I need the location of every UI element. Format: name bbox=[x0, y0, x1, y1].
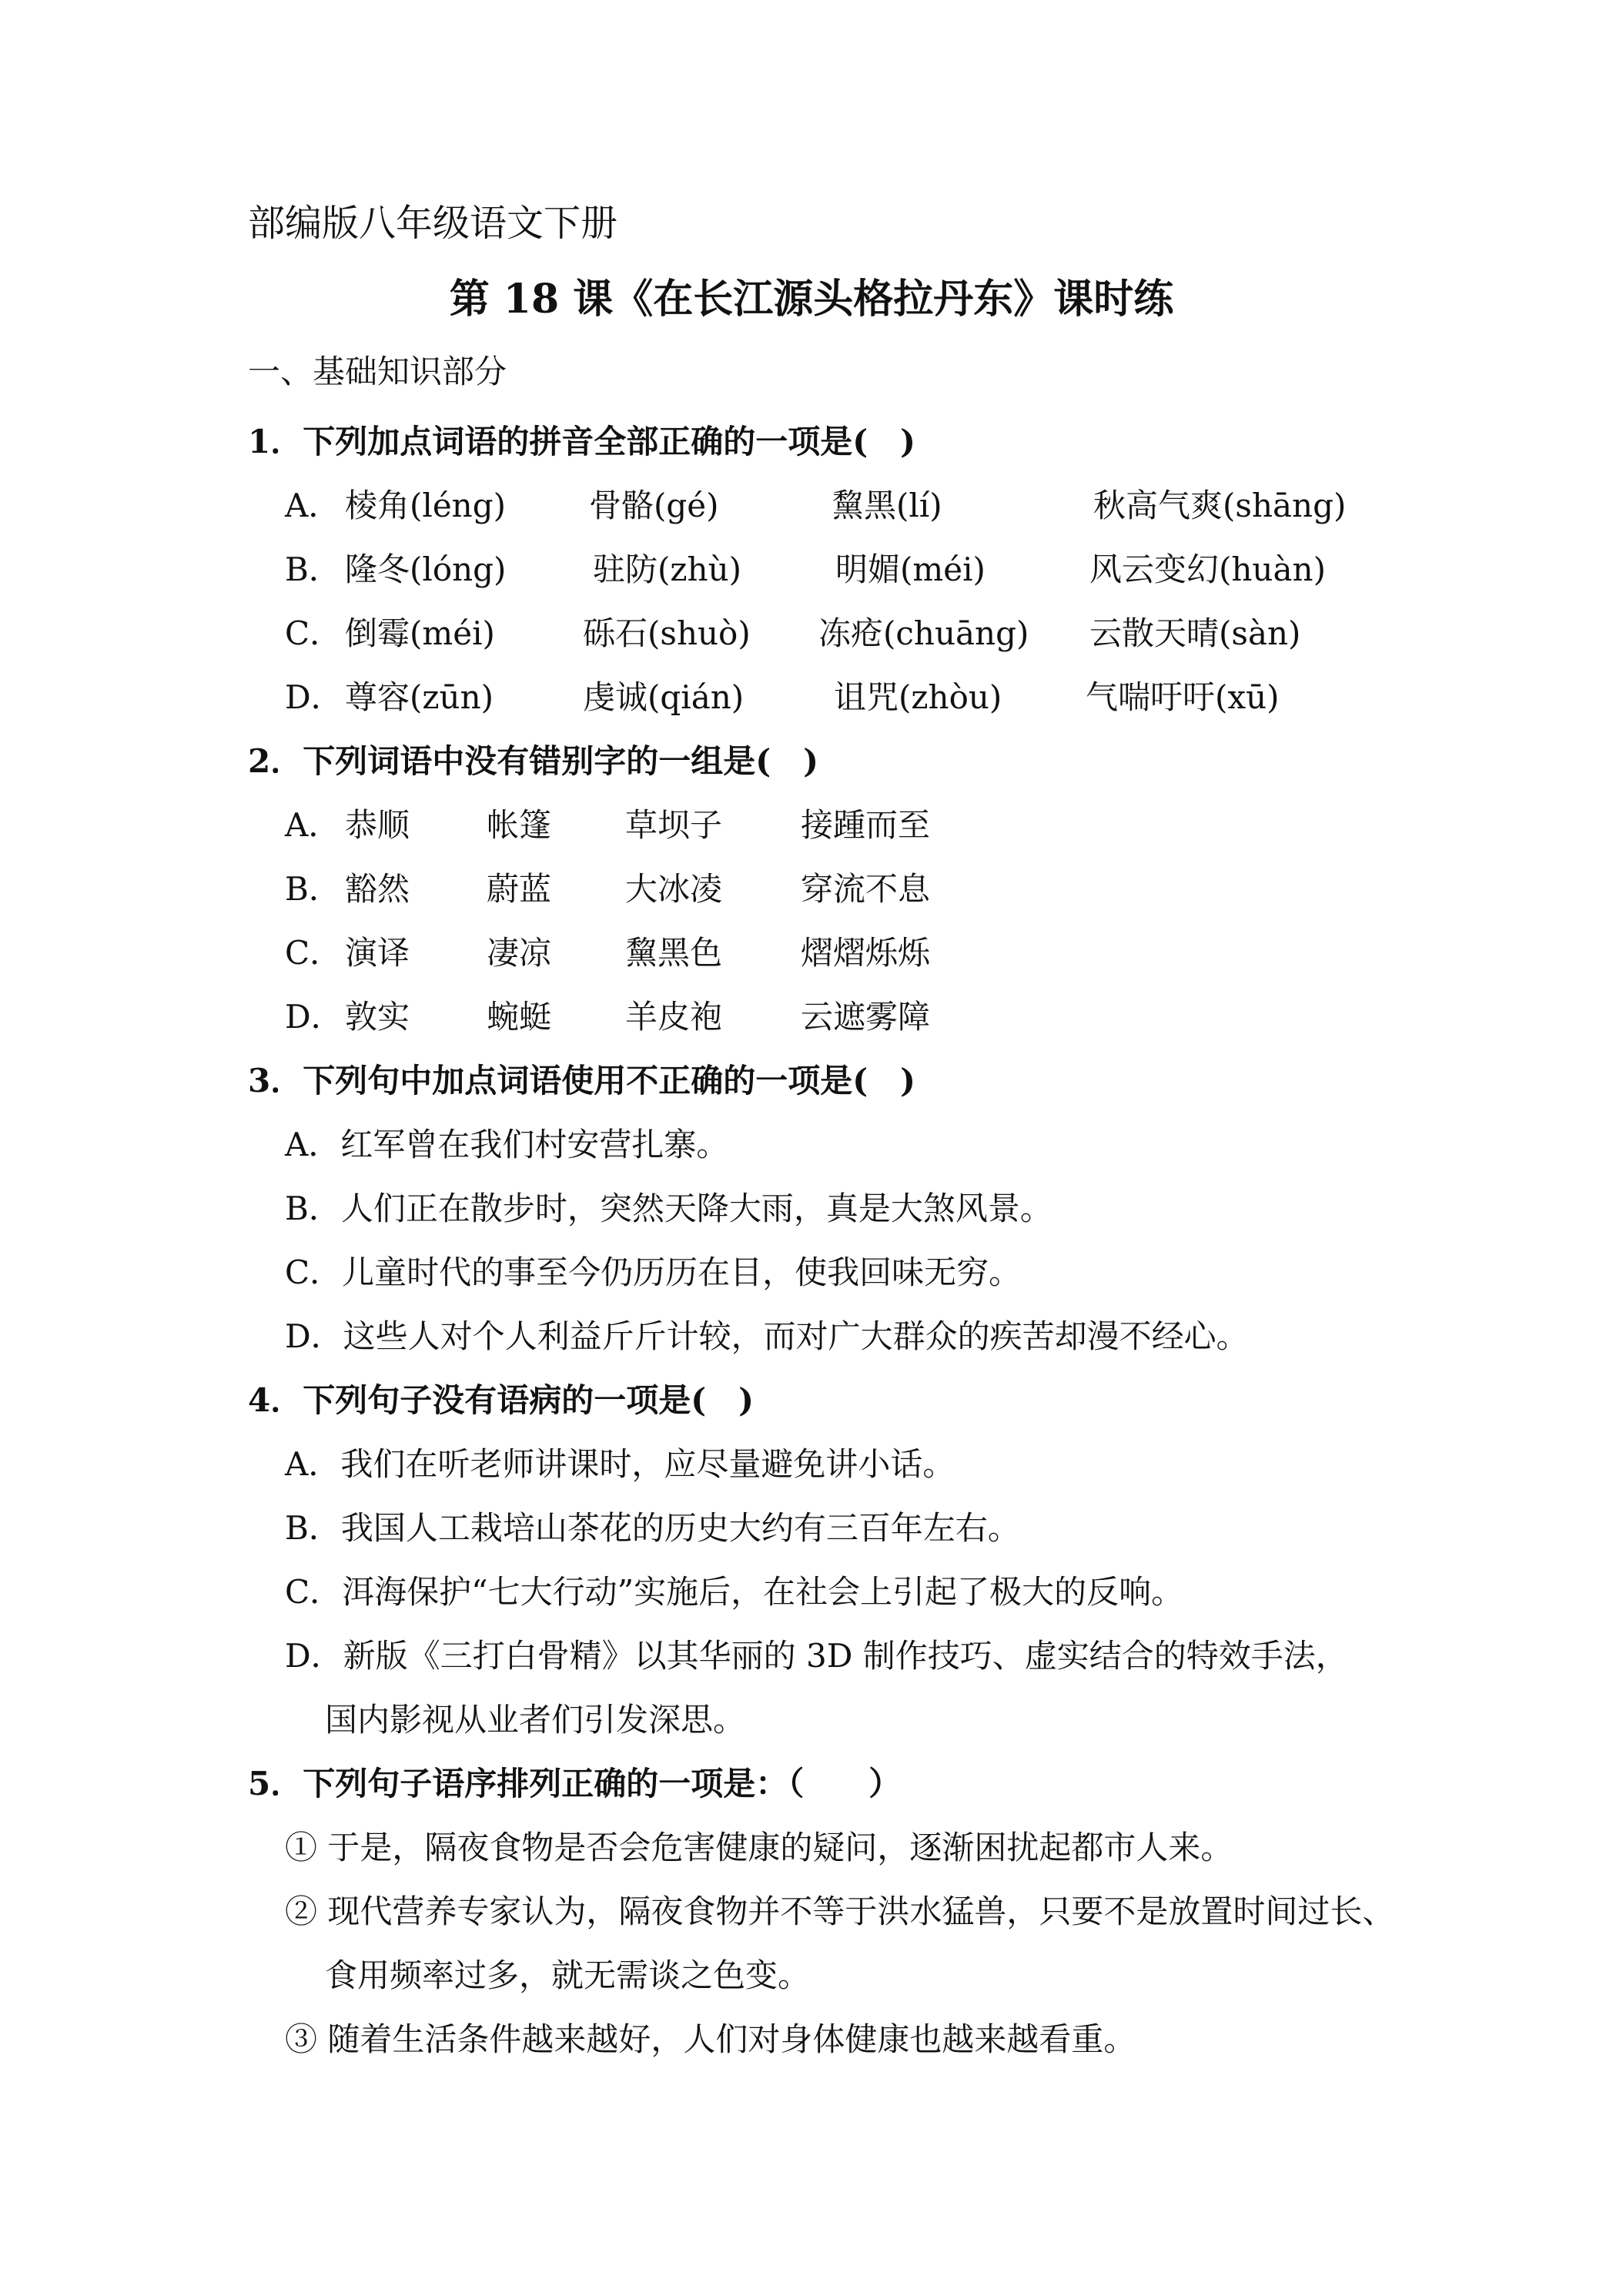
option-item: 黧黑(lí) bbox=[832, 487, 942, 524]
option-item: 倒霉(méi) bbox=[345, 614, 495, 652]
question-3-stem: 3．下列句中加点词语使用不正确的一项是( ) bbox=[248, 1062, 915, 1099]
option-item: 穿流不息 bbox=[801, 870, 931, 908]
question-3-option-c: C．儿童时代的事至今仍历历在目，使我回味无穷。 bbox=[285, 1253, 1022, 1291]
option-item: 尊容(zūn) bbox=[345, 678, 494, 716]
question-3-option-d: D．这些人对个人利益斤斤计较，而对广大群众的疾苦却漫不经心。 bbox=[285, 1317, 1249, 1355]
option-item: 砾石(shuò) bbox=[583, 614, 751, 652]
option-label: A． bbox=[285, 487, 341, 524]
question-4-option-b: B．我国人工栽培山茶花的历史大约有三百年左右。 bbox=[285, 1509, 1020, 1547]
option-item: 蜿蜓 bbox=[487, 998, 552, 1036]
section-heading: 一、基础知识部分 bbox=[248, 353, 507, 390]
option-label: D． bbox=[285, 998, 343, 1036]
option-item: 恭顺 bbox=[345, 806, 410, 844]
option-label: C． bbox=[285, 614, 343, 652]
option-item: 大冰凌 bbox=[625, 870, 723, 908]
question-4-stem: 4．下列句子没有语病的一项是( ) bbox=[248, 1381, 754, 1419]
subtitle: 部编版八年级语文下册 bbox=[248, 202, 618, 245]
option-label: B． bbox=[285, 551, 341, 588]
question-4-option-a: A．我们在听老师讲课时，应尽量避免讲小话。 bbox=[285, 1445, 955, 1483]
question-3-option-a: A．红军曾在我们村安营扎寨。 bbox=[285, 1126, 729, 1163]
question-5-sentence-3: ③ 随着生活条件越来越好，人们对身体健康也越来越看重。 bbox=[285, 2020, 1136, 2058]
question-1-stem: 1．下列加点词语的拼音全部正确的一项是( ) bbox=[248, 423, 915, 460]
option-item: 接踵而至 bbox=[801, 806, 931, 844]
option-item: 虔诚(qián) bbox=[583, 678, 745, 716]
option-item: 熠熠烁烁 bbox=[801, 934, 931, 972]
option-item: 凄凉 bbox=[487, 934, 552, 972]
question-4-option-d: D．新版《三打白骨精》以其华丽的 3D 制作技巧、虚实结合的特效手法， bbox=[285, 1637, 1348, 1675]
page-title: 第 18 课《在长江源头格拉丹东》课时练 bbox=[449, 276, 1174, 323]
question-5-stem: 5．下列句子语序排列正确的一项是：（ ） bbox=[248, 1765, 902, 1802]
option-item: 明媚(méi) bbox=[835, 551, 986, 588]
question-4-option-d-continued: 国内影视从业者们引发深思。 bbox=[325, 1701, 746, 1739]
option-item: 蔚蓝 bbox=[487, 870, 552, 908]
question-5-sentence-2: ② 现代营养专家认为，隔夜食物并不等于洪水猛兽，只要不是放置时间过长、 bbox=[285, 1893, 1395, 1930]
option-item: 冻疮(chuāng) bbox=[818, 614, 1029, 652]
option-item: 羊皮袍 bbox=[625, 998, 723, 1036]
option-item: 草坝子 bbox=[625, 806, 723, 844]
option-label: B． bbox=[285, 870, 341, 908]
option-item: 风云变幻(huàn) bbox=[1089, 551, 1326, 588]
question-2-stem: 2．下列词语中没有错别字的一组是( ) bbox=[248, 742, 818, 780]
option-item: 帐篷 bbox=[487, 806, 552, 844]
option-label: A． bbox=[285, 806, 341, 844]
option-item: 隆冬(lóng) bbox=[345, 551, 507, 588]
option-item: 黧黑色 bbox=[625, 934, 723, 972]
option-item: 棱角(léng) bbox=[345, 487, 506, 524]
question-5-sentence-1: ① 于是，隔夜食物是否会危害健康的疑问，逐渐困扰起都市人来。 bbox=[285, 1829, 1233, 1866]
option-label: C． bbox=[285, 934, 343, 972]
option-item: 演译 bbox=[345, 934, 410, 972]
question-3-option-b: B．人们正在散步时，突然天降大雨，真是大煞风景。 bbox=[285, 1190, 1052, 1227]
option-item: 云遮雾障 bbox=[801, 998, 931, 1036]
option-item: 驻防(zhù) bbox=[593, 551, 741, 588]
question-5-sentence-2-continued: 食用频率过多，就无需谈之色变。 bbox=[325, 1956, 811, 1994]
option-item: 秋高气爽(shāng) bbox=[1093, 487, 1347, 524]
option-item: 豁然 bbox=[345, 870, 410, 908]
option-item: 骨骼(gé) bbox=[589, 487, 719, 524]
option-item: 气喘吁吁(xū) bbox=[1086, 678, 1280, 716]
question-4-option-c: C．洱海保护“七大行动”实施后，在社会上引起了极大的反响。 bbox=[285, 1573, 1184, 1611]
option-label: D． bbox=[285, 678, 343, 716]
option-item: 云散天晴(sàn) bbox=[1089, 614, 1301, 652]
option-item: 诅咒(zhòu) bbox=[834, 678, 1002, 716]
option-item: 敦实 bbox=[345, 998, 410, 1036]
